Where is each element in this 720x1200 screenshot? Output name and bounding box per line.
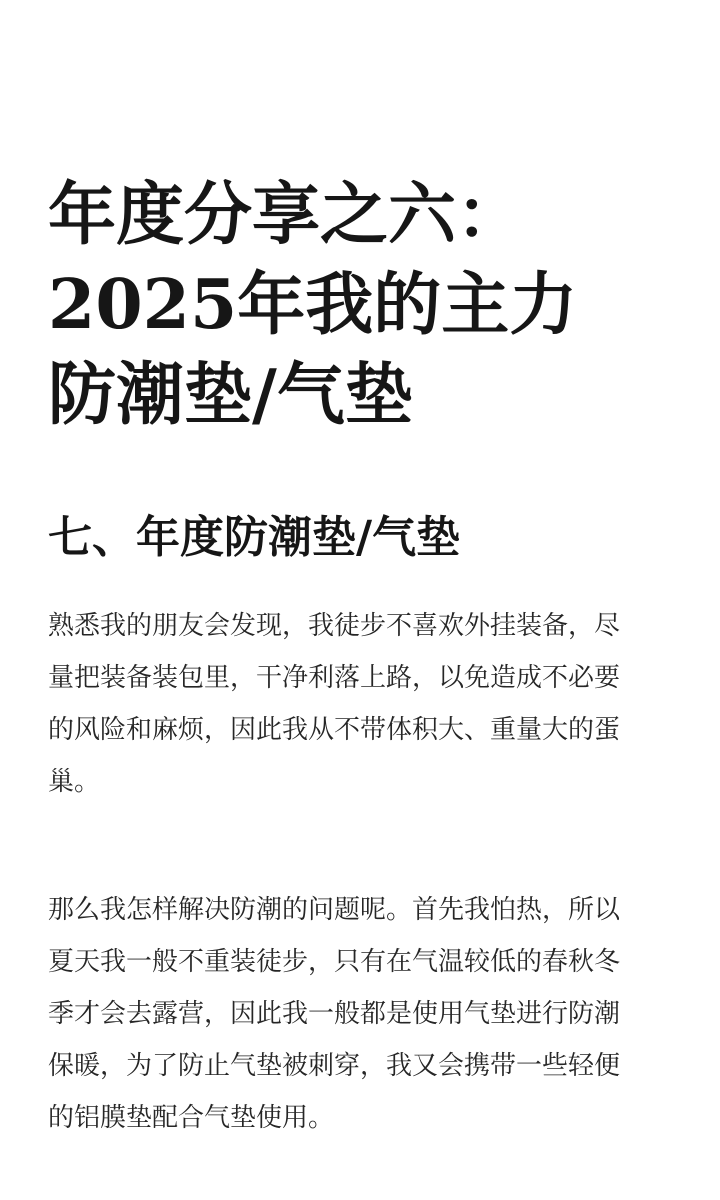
paragraph-2 bbox=[48, 884, 678, 1144]
paragraph-2-line-2: 夏天我一般不重装徒步，只有在气温较低的春秋冬 bbox=[48, 947, 621, 977]
paragraph-1-line-2: 量把装备装包里，干净利落上路，以免造成不必要 bbox=[48, 663, 621, 693]
paragraph-1 bbox=[48, 600, 678, 808]
paragraph-1-line-1: 熟悉我的朋友会发现，我徒步不喜欢外挂装备，尽 bbox=[48, 611, 621, 641]
paragraph-2-line-3: 季才会去露营，因此我一般都是使用气垫进行防潮 bbox=[48, 999, 621, 1029]
article-title bbox=[48, 170, 688, 440]
paragraph-2-line-1: 那么我怎样解决防潮的问题呢。首先我怕热，所以 bbox=[48, 895, 621, 925]
paragraph-1-line-3: 的风险和麻烦，因此我从不带体积大、重量大的蛋 bbox=[48, 715, 621, 745]
section-heading: 七、年度防潮垫/气垫 bbox=[48, 512, 461, 563]
paragraph-1-line-4: 巢。 bbox=[48, 767, 101, 797]
title-line-1: 年度分享之六： bbox=[48, 175, 525, 255]
paragraph-2-line-5: 的铝膜垫配合气垫使用。 bbox=[48, 1103, 335, 1133]
paragraph-2-line-4: 保暖，为了防止气垫被刺穿，我又会携带一些轻便 bbox=[48, 1051, 621, 1081]
title-line-2: 2025年我的主力 bbox=[48, 265, 578, 345]
title-line-3: 防潮垫/气垫 bbox=[48, 355, 413, 435]
